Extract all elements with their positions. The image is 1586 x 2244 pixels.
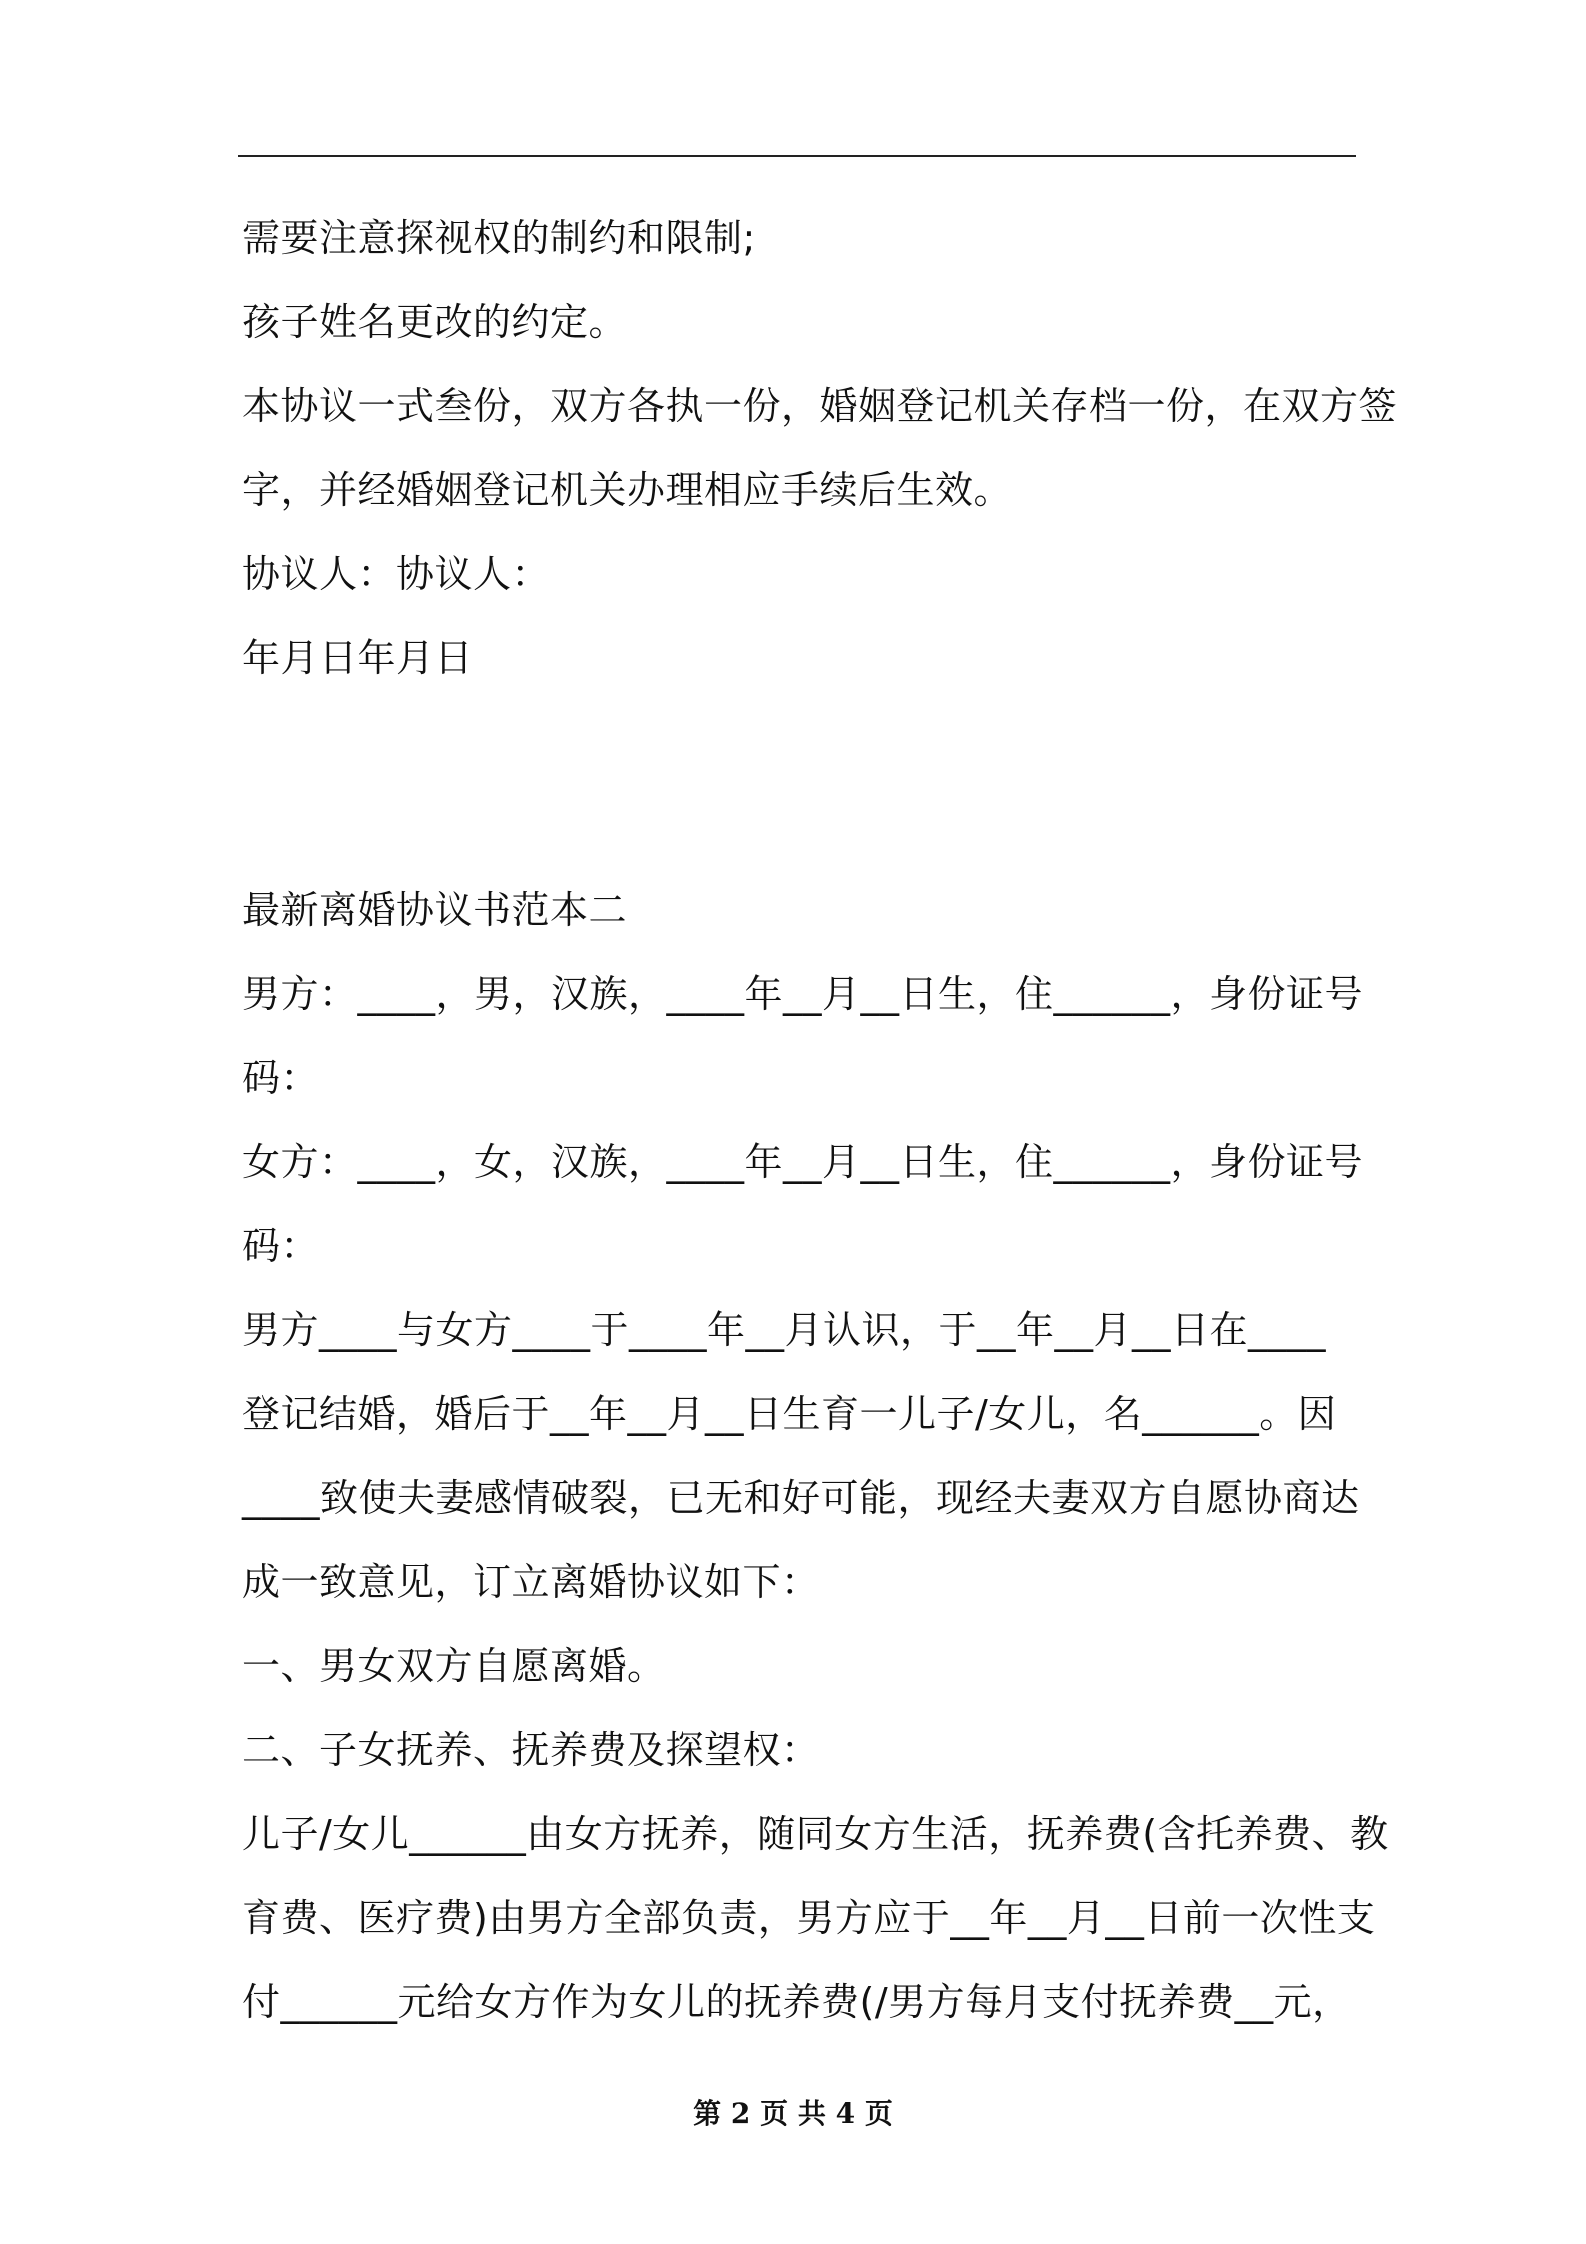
- paragraph-line: 孩子姓名更改的约定。: [242, 300, 628, 344]
- signature-line: 协议人：协议人：: [242, 552, 551, 596]
- page-number: 第 2 页 共 4 页: [693, 2097, 893, 2130]
- paragraph-line: 字，并经婚姻登记机关办理相应手续后生效。: [242, 468, 1013, 512]
- paragraph-line: 二、子女抚养、抚养费及探望权：: [242, 1728, 820, 1772]
- paragraph-line: 本协议一式叁份，双方各执一份，婚姻登记机关存档一份，在双方签: [242, 384, 1398, 428]
- paragraph-line: 男方____与女方____于____年__月认识，于__年__月__日在____: [242, 1308, 1327, 1352]
- paragraph-line: 女方：____，女，汉族，____年__月__日生，住______，身份证号: [242, 1140, 1364, 1184]
- paragraph-line: 需要注意探视权的制约和限制;: [242, 216, 756, 260]
- paragraph-line: 登记结婚，婚后于__年__月__日生育一儿子/女儿，名______。因: [242, 1392, 1337, 1436]
- paragraph-line: 儿子/女儿______由女方抚养，随同女方生活，抚养费(含托养费、教: [242, 1812, 1389, 1856]
- document-body: [242, 196, 1398, 2044]
- section-gap: [242, 700, 1356, 868]
- header-rule: [238, 155, 1356, 157]
- paragraph-line: 码：: [242, 1224, 320, 1268]
- paragraph-line: 一、男女双方自愿离婚。: [242, 1644, 666, 1688]
- paragraph-line: ____致使夫妻感情破裂，已无和好可能，现经夫妻双方自愿协商达: [242, 1476, 1360, 1520]
- paragraph-line: 育费、医疗费)由男方全部负责，男方应于__年__月__日前一次性支: [242, 1896, 1376, 1940]
- paragraph-line: 付______元给女方作为女儿的抚养费(/男方每月支付抚养费__元，: [242, 1980, 1351, 2024]
- paragraph-line: 男方：____，男，汉族，____年__月__日生，住______，身份证号: [242, 972, 1364, 1016]
- paragraph-line: 成一致意见，订立离婚协议如下：: [242, 1560, 820, 1604]
- paragraph-line: 码：: [242, 1056, 320, 1100]
- section-title: 最新离婚协议书范本二: [242, 888, 628, 932]
- date-line: 年月日年月日: [242, 636, 474, 680]
